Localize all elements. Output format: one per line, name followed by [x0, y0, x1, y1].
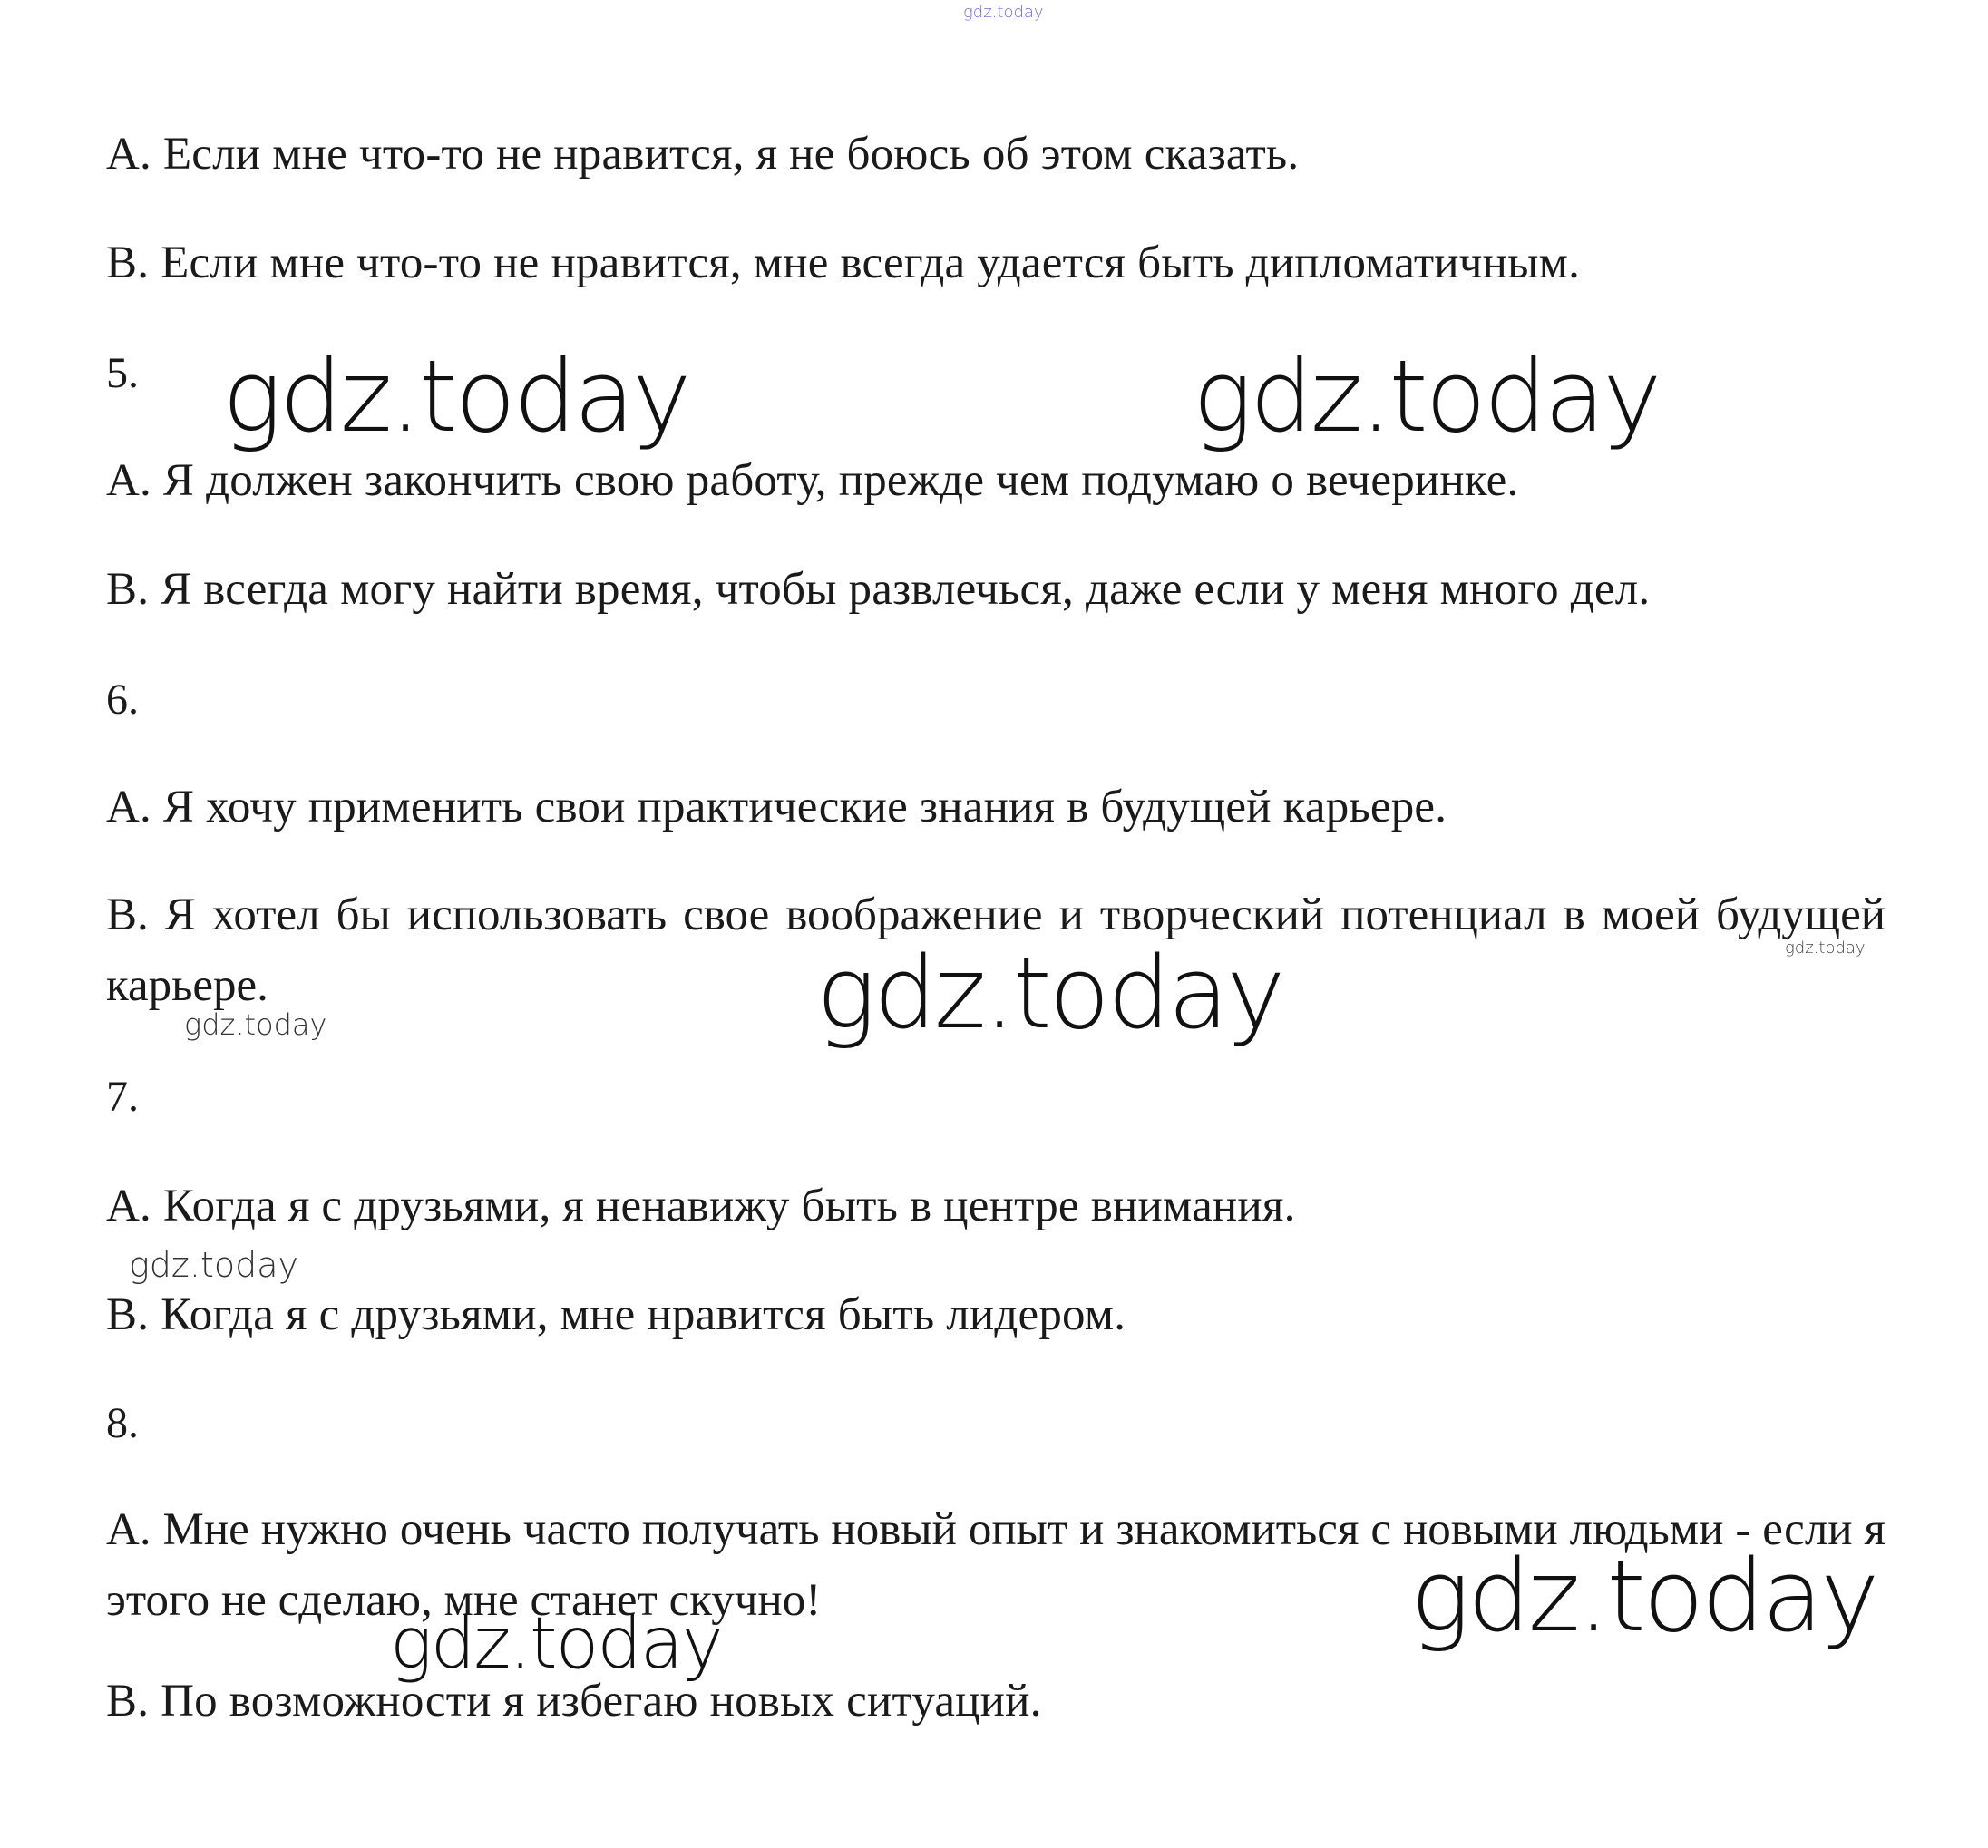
- question-7-number: 7.: [106, 1073, 139, 1121]
- watermark-top: gdz.today: [963, 3, 1044, 22]
- watermark-large-4: gdz.today: [1410, 1538, 1877, 1654]
- question-4-option-b: B. Если мне что-то не нравится, мне всегда удается быть дипломатичным.: [106, 238, 1581, 288]
- question-7-option-a: A. Когда я с друзьями, я ненавижу быть в центре внимания.: [106, 1181, 1296, 1231]
- watermark-medium: gdz.today: [390, 1603, 722, 1685]
- question-5-number: 5.: [106, 349, 139, 397]
- question-6-option-a: A. Я хочу применить свои практические знания в будущей карьере.: [106, 782, 1447, 832]
- question-8-number: 8.: [106, 1399, 139, 1447]
- watermark-large-3: gdz.today: [816, 935, 1283, 1051]
- question-5-option-b: B. Я всегда могу найти время, чтобы развлечься, даже если у меня много дел.: [106, 564, 1651, 615]
- watermark-large-1: gdz.today: [222, 338, 689, 454]
- question-8-option-b: B. По возможности я избегаю новых ситуаций.: [106, 1676, 1042, 1726]
- question-8-option-a: A. Мне нужно очень часто получать новый опыт и знакомиться с новыми людьми - если я этого не сделаю, мне станет скучно!: [106, 1504, 1886, 1626]
- watermark-small-2: gdz.today: [129, 1245, 298, 1285]
- question-6-option-b: B. Я хотел бы использовать свое воображение и творческий потенциал в моей будущей карьере.: [106, 890, 1886, 1011]
- watermark-large-2: gdz.today: [1193, 338, 1660, 454]
- question-6-number: 6.: [106, 676, 139, 724]
- watermark-tiny: gdz.today: [1785, 939, 1866, 958]
- question-7-option-b: B. Когда я с друзьями, мне нравится быть лидером.: [106, 1289, 1126, 1340]
- question-4-option-a: A. Если мне что-то не нравится, я не боюсь об этом сказать.: [106, 129, 1300, 180]
- watermark-small-1: gdz.today: [184, 1007, 327, 1042]
- question-5-option-a: A. Я должен закончить свою работу, прежде чем подумаю о вечеринке.: [106, 455, 1519, 506]
